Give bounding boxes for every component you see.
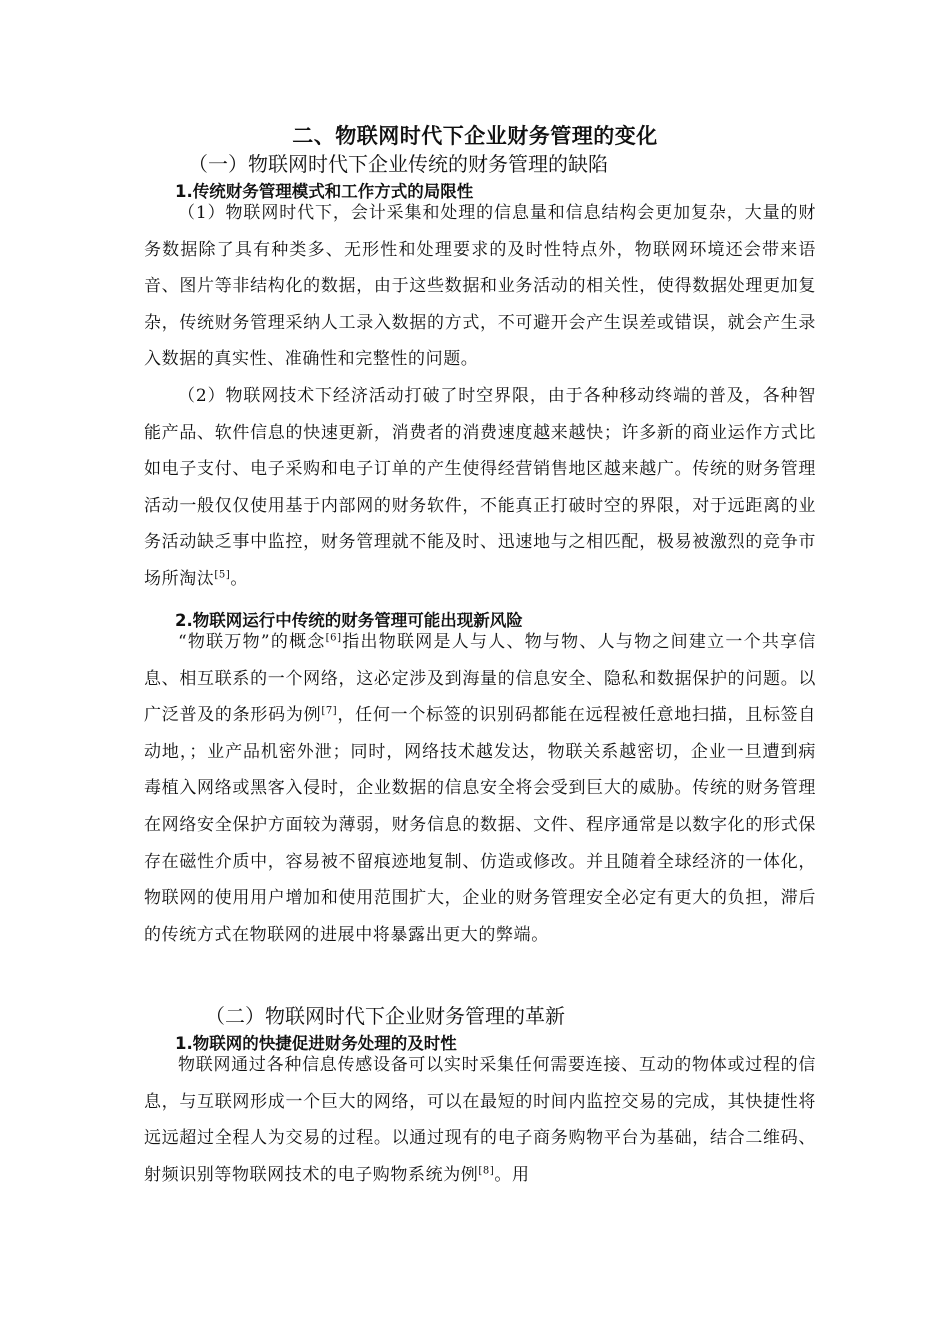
citation-8: [8]	[478, 1165, 495, 1177]
citation-6: [6]	[325, 632, 342, 644]
paragraph-2-end: 。	[230, 568, 248, 589]
section-heading-1: （一）物联网时代下企业传统的财务管理的缺陷	[188, 152, 608, 176]
paragraph-4-part-b: 。用	[494, 1164, 530, 1185]
section-heading-2: （二）物联网时代下企业财务管理的革新	[205, 1004, 565, 1028]
paragraph-4-part-a: 物联网通过各种信息传感设备可以实时采集任何需要连接、互动的物体或过程的信息，与互联网形成一个巨大的网络，可以在最短的时间内监控交易的完成，其快捷性将远远超过全程人为交易的过程。以通过现有的电子商务购物平台为基础，结合二维码、射频识别等物联网技术的电子购物系统为例	[144, 1055, 816, 1185]
chapter-title: 二、物联网时代下企业财务管理的变化	[292, 124, 658, 148]
paragraph-4	[144, 1047, 816, 1193]
paragraph-3-part-b: 指出物联网是人与人、物与物、人与物之间建立一个共享信息、相互联系的一个网络，这必定涉及到海量的信息安全、隐私和数据保护的问题。以广泛普及的条形码为例	[144, 632, 816, 726]
citation-5: [5]	[214, 569, 231, 581]
paragraph-1: （1）物联网时代下，会计采集和处理的信息量和信息结构会更加复杂，大量的财务数据除了具有种类多、无形性和处理要求的及时性特点外，物联网环境还会带来语音、图片等非结构化的数据，由于这些数据和业务活动的相关性，使得数据处理更加复杂，传统财务管理采纳人工录入数据的方式，不可避开会产生误差或错误，就会产生录入数据的真实性、准确性和完整性的问题。	[144, 203, 816, 370]
subsection-heading-1-2: 2.物联网运行中传统的财务管理可能出现新风险	[175, 611, 523, 630]
paragraph-3-part-a: “物联万物”的概念	[178, 632, 326, 652]
subsection-heading-1-1: 1.传统财务管理模式和工作方式的局限性	[175, 182, 474, 201]
paragraph-2-text: （2）物联网技术下经济活动打破了时空界限，由于各种移动终端的普及，各种智能产品、软件信息的快速更新，消费者的消费速度越来越快；许多新的商业运作方式比如电子支付、电子采购和电子订单的产生使得经营销售地区越来越广。传统的财务管理活动一般仅仅使用基于内部网的财务软件，不能真正打破时空的界限，对于远距离的业务活动缺乏事中监控，财务管理就不能及时、迅速地与之相匹配，极易被激烈的竞争市场所淘汰	[144, 386, 816, 589]
paragraph-3-part-c: ，任何一个标签的识别码都能在远程被任意地扫描，且标签自动地，；业产品机密外泄；同时，网络技术越发达，物联关系越密切，企业一旦遭到病毒植入网络或黑客入侵时，企业数据的信息安全将会受到巨大的威胁。传统的财务管理在网络安全保护方面较为薄弱，财务信息的数据、文件、程序通常是以数字化的形式保存在磁性介质中，容易被不留痕迹地复制、仿造或修改。并且随着全球经济的一体化，物联网的使用用户增加和使用范围扩大，企业的财务管理安全必定有更大的负担，滞后的传统方式在物联网的进展中将暴露出更大的弊端。	[144, 705, 817, 945]
paragraph-3	[144, 624, 816, 953]
paragraph-2	[144, 378, 816, 598]
citation-7: [7]	[321, 705, 338, 717]
subsection-heading-2-1: 1.物联网的快捷促进财务处理的及时性	[175, 1034, 457, 1053]
